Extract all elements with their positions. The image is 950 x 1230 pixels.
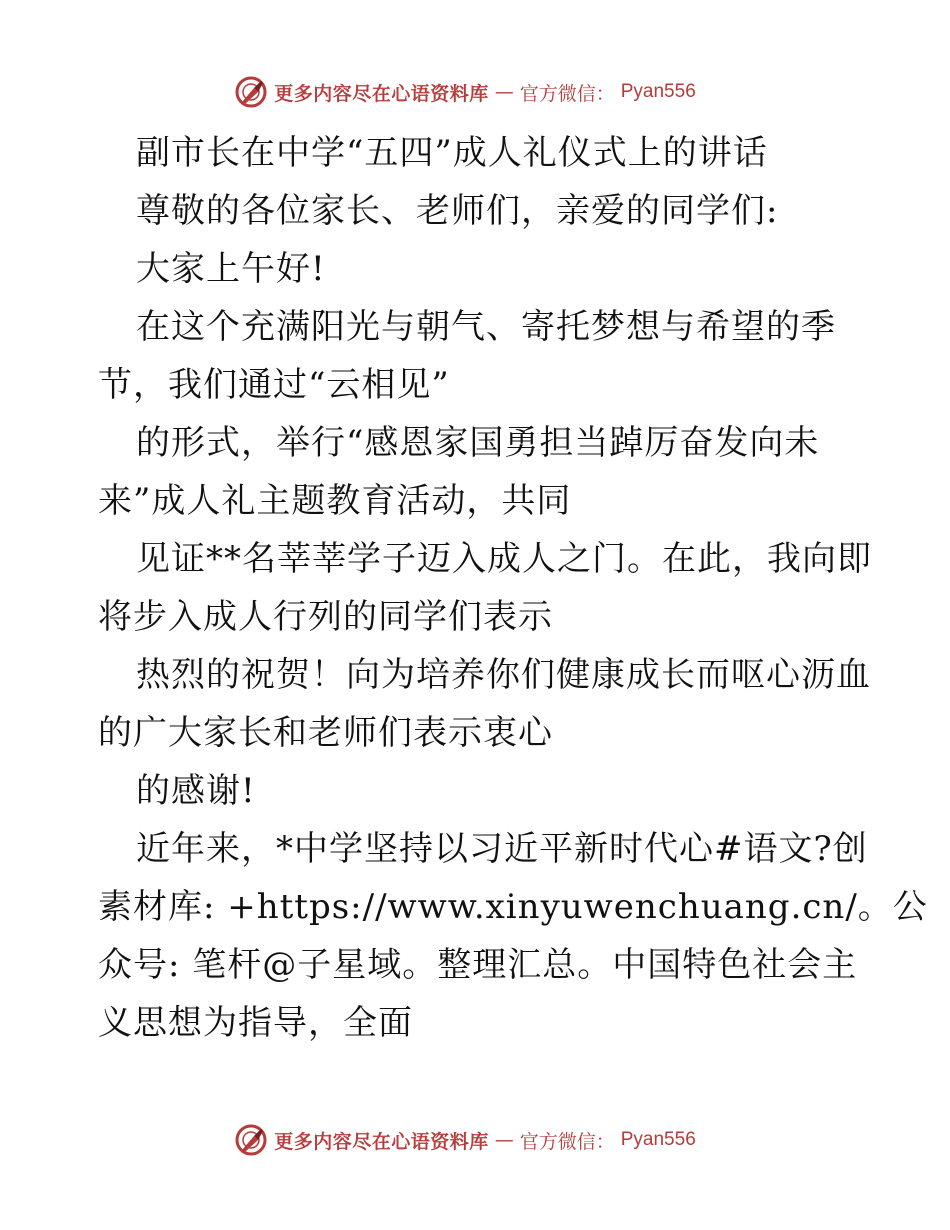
salutation-line: 尊敬的各位家长、老师们，亲爱的同学们: [136, 191, 779, 231]
footer-wechat-label: 官方微信： [519, 1130, 615, 1153]
footer-separator: — [494, 1129, 514, 1151]
banner-wechat-id: Pyan556 [620, 81, 696, 102]
paragraph-line: 的感谢! [136, 771, 256, 811]
document-title: 副市长在中学“五四”成人礼仪式上的讲话 [136, 133, 768, 173]
paragraph-line: 节，我们通过“云相见” [98, 365, 450, 405]
header-banner [234, 75, 696, 109]
footer-banner [234, 1123, 696, 1157]
paragraph-line: 近年来，*中学坚持以习近平新时代心#语文?创 [136, 829, 868, 869]
paragraph-line: 来”成人礼主题教育活动，共同 [98, 481, 572, 521]
banner-wechat-label: 官方微信： [519, 82, 615, 105]
paragraph-line: 见证**名莘莘学子迈入成人之门。在此，我向即 [136, 539, 872, 579]
paragraph-line: 的形式，举行“感恩家国勇担当踔厉奋发向未 [136, 423, 820, 463]
page-header [0, 72, 950, 112]
paragraph-line: 的广大家长和老师们表示衷心 [98, 713, 553, 753]
paragraph-line: 素材库: +https://www.xinyuwenchuang.cn/。公 [98, 887, 928, 927]
banner-brand-text: 更多内容尽在心语资料库 [274, 82, 489, 105]
paragraph-line: 将步入成人行列的同学们表示 [98, 597, 553, 637]
document-body [98, 124, 928, 1052]
pen-nib-circle-icon [234, 75, 268, 109]
page-footer [0, 1120, 950, 1160]
pen-nib-circle-icon [234, 1123, 268, 1157]
paragraph-line: 热烈的祝贺！向为培养你们健康成长而呕心沥血 [136, 655, 871, 695]
banner-separator: — [494, 81, 514, 103]
footer-brand-text: 更多内容尽在心语资料库 [274, 1130, 489, 1153]
greeting-line: 大家上午好! [136, 249, 326, 289]
paragraph-line: 义思想为指导，全面 [98, 1003, 413, 1043]
paragraph-line: 在这个充满阳光与朝气、寄托梦想与希望的季 [136, 307, 836, 347]
paragraph-line: 众号: 笔杆@子星域。整理汇总。中国特色社会主 [98, 945, 858, 985]
footer-wechat-id: Pyan556 [620, 1129, 696, 1150]
